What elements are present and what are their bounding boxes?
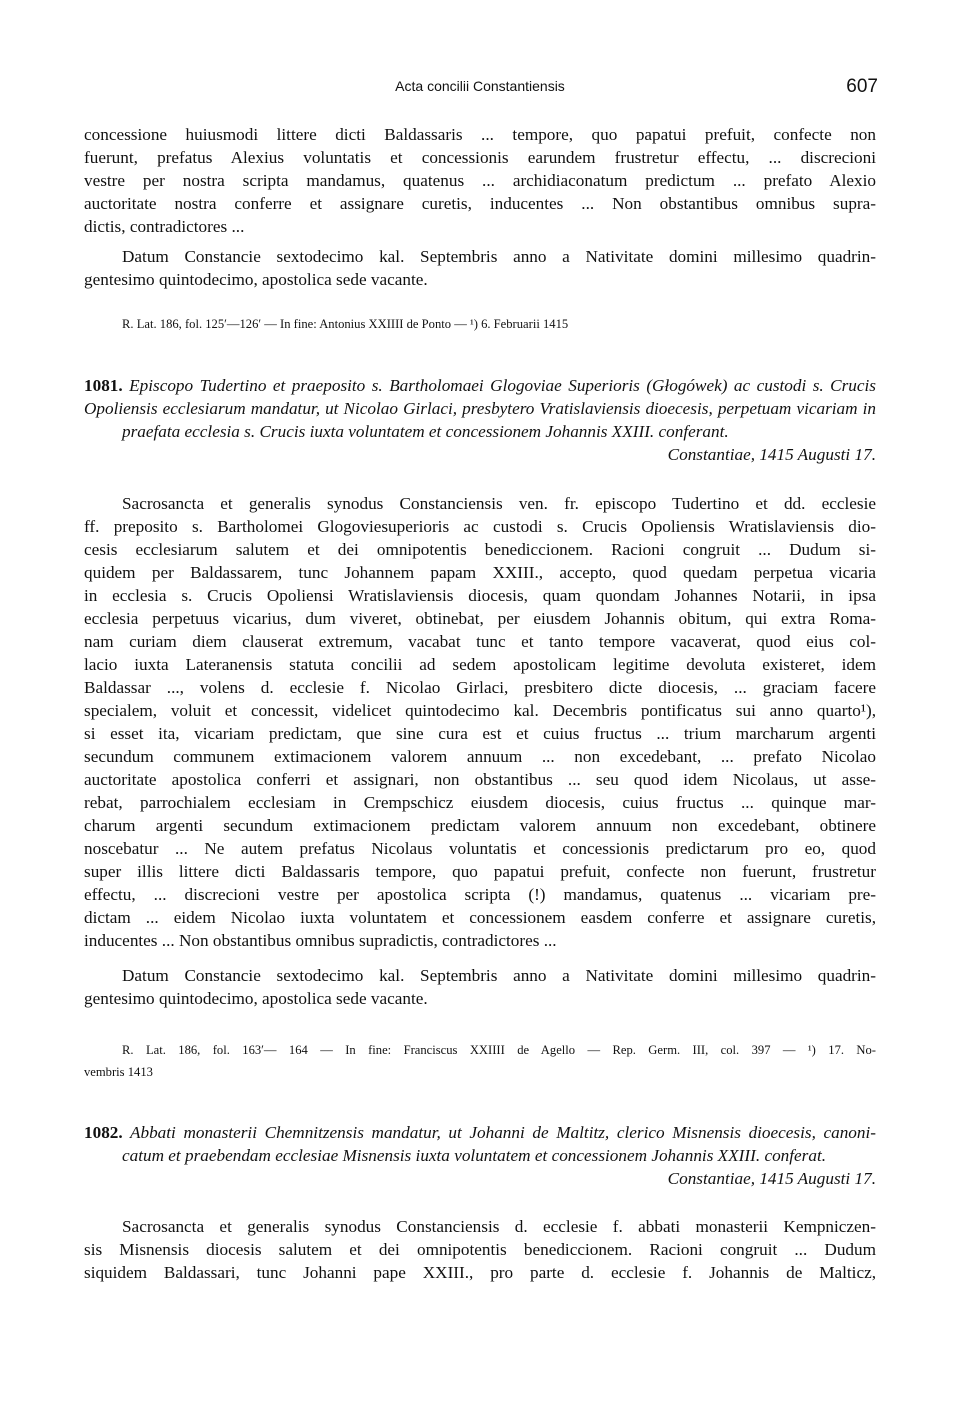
text-line: charum argenti secundum extimacionem predictam valorem annuum non excedebant, obtinere (84, 816, 876, 835)
text-line: nam curiam diem clauserat extremum, vacabat tunc et tanto tempore vacaverat, quod eius col- (84, 632, 876, 651)
text-line: concessione huiusmodi littere dicti Baldassaris ... tempore, quo papatui prefuit, confecte non (84, 125, 876, 144)
text-line: si esset ita, vicariam predictam, que sine cura est et cuius fructus ... trium marcharum argenti (84, 724, 876, 743)
text-line: rebat, parrochialem ecclesiam in Crempschicz eiusdem diocesis, cuius fructus ... quinque mar- (84, 793, 876, 812)
text-line: inducentes ... Non obstantibus omnibus supradictis, contradictores ... (84, 931, 557, 950)
source-note-line: R. Lat. 186, fol. 163′— 164 — In fine: Franciscus XXIIII de Agello — Rep. Germ. III, col. 397 — ¹) 17. No- (122, 1043, 876, 1057)
entry-1081-datum (84, 964, 876, 1010)
text-line: Datum Constancie sextodecimo kal. Septembris anno a Nativitate domini millesimo quadrin- (122, 966, 876, 985)
text-line: dictis, contradictores ... (84, 217, 245, 236)
text-line: auctoritate apostolica conferri et assignari, non obstantibus ... seu quod idem Nicolaus, ut asse- (84, 770, 876, 789)
page-header (82, 76, 878, 102)
text-line: super illis littere dicti Baldassaris tempore, quo papatui prefuit, confecte non fuerunt, frustretur (84, 862, 876, 881)
source-note-line: vembris 1413 (84, 1065, 153, 1079)
entry-1081-summary (84, 374, 876, 466)
text-line: ecclesia perpetuus vicarius, dum viveret, obtinebat, per eiusdem Johannis obitum, qui extra Roma- (84, 609, 876, 628)
text-line: dictam ... eidem Nicolao iuxta voluntatem et concessionem easdem conferre et assignare curetis, (84, 908, 876, 927)
text-line: specialem, voluit et concessit, videlicet quintodecimo kal. Decembris pontificatus sui anno quarto¹), (84, 701, 876, 720)
running-title: Acta concilii Constantiensis (395, 78, 565, 94)
text-line: Datum Constancie sextodecimo kal. Septembris anno a Nativitate domini millesimo quadrin- (122, 247, 876, 266)
summary-line: Opoliensis ecclesiarum mandatur, ut Nicolao Girlaci, presbytero Vratislaviensis dioecesis, perpetuam vicariam in (84, 399, 876, 418)
text-line: cesis ecclesiarum salutem et dei omnipotentis benediccionem. Racioni congruit ... Dudum si- (84, 540, 876, 559)
text-line: auctoritate nostra conferre et assignare curetis, inducentes ... Non obstantibus omnibus supra- (84, 194, 876, 213)
entry-1081-body (84, 492, 876, 952)
text-line: vestre per nostra scripta mandamus, quatenus ... archidiaconatum predictum ... prefato Alexio (84, 171, 876, 190)
summary-line: catum et praebendam ecclesiae Misnensis iuxta voluntatem et concessionem Johannis XXIII. conferat. (122, 1146, 827, 1165)
place-date: Constantiae, 1415 Augusti 17. (667, 1169, 876, 1188)
text-line: lacio iuxta Lateranensis statuta concilii ad sedem apostolicam legitime devoluta existeret, idem (84, 655, 876, 674)
text-line: quidem per Baldassarem, tunc Johannem papam XXIII., accepto, quod quedam perpetua vicaria (84, 563, 876, 582)
text-line: effectu, ... discrecioni vestre per apostolica scripta (!) mandamus, quatenus ... vicariam pre- (84, 885, 876, 904)
text-line: Sacrosancta et generalis synodus Constanciensis ven. fr. episcopo Tudertino et dd. ecclesie (122, 494, 876, 513)
text-line: gentesimo quintodecimo, apostolica sede vacante. (84, 270, 428, 289)
entry-number: 1082. (84, 1123, 123, 1142)
text-line: secundum communem extimacionem valorem annuum ... non excedebant, ... prefato Nicolao (84, 747, 876, 766)
text-line: Baldassar ..., volens d. ecclesie f. Nicolao Girlaci, presbitero dicte diocesis, ... graciam facere (84, 678, 876, 697)
continuation-datum (84, 245, 876, 291)
text-line: siquidem Baldassari, tunc Johanni pape XXIII., pro parte d. ecclesie f. Johannis de Malticz, (84, 1263, 876, 1282)
text-line: ff. preposito s. Bartholomei Glogoviesuperioris ac custodi s. Crucis Opoliensis Wratislaviensis dio- (84, 517, 876, 536)
entry-1081-source-note (84, 1039, 876, 1083)
text-line: noscebatur ... Ne autem prefatus Nicolaus voluntatis et concessionis predictarum pro eo, quod (84, 839, 876, 858)
continuation-paragraph (84, 123, 876, 238)
summary-line: 1082. Abbati monasterii Chemnitzensis mandatur, ut Johanni de Maltitz, clerico Misnensis dioecesis, canoni- (84, 1123, 876, 1142)
continuation-source-note (122, 313, 876, 335)
summary-line: praefata ecclesia s. Crucis iuxta voluntatem et concessionem Johannis XXIII. conferant. (122, 422, 729, 441)
page-number: 607 (846, 76, 878, 97)
entry-1082-body (84, 1215, 876, 1284)
source-note-line: R. Lat. 186, fol. 125′—126′ — In fine: Antonius XXIIII de Ponto — ¹) 6. Februarii 1415 (122, 317, 569, 331)
text-line: fuerunt, prefatus Alexius voluntatis et concessionis earundem frustretur effectu, ... discrecioni (84, 148, 876, 167)
entry-1082-summary (84, 1121, 876, 1190)
text-line: Sacrosancta et generalis synodus Constanciensis d. ecclesie f. abbati monasterii Kempniczen- (122, 1217, 876, 1236)
place-date: Constantiae, 1415 Augusti 17. (667, 445, 876, 464)
text-line: in ecclesia s. Crucis Opoliensi Wratislaviensis diocesis, quam quondam Johannes Notarii, in ipsa (84, 586, 876, 605)
summary-line: 1081. Episcopo Tudertino et praeposito s. Bartholomaei Glogoviae Superioris (Głogówek) ac custodi s. Crucis (84, 376, 876, 395)
text-line: sis Misnensis diocesis salutem et dei omnipotentis benediccionem. Racioni congruit ... Dudum (84, 1240, 876, 1259)
text-line: gentesimo quintodecimo, apostolica sede vacante. (84, 989, 428, 1008)
entry-number: 1081. (84, 376, 123, 395)
